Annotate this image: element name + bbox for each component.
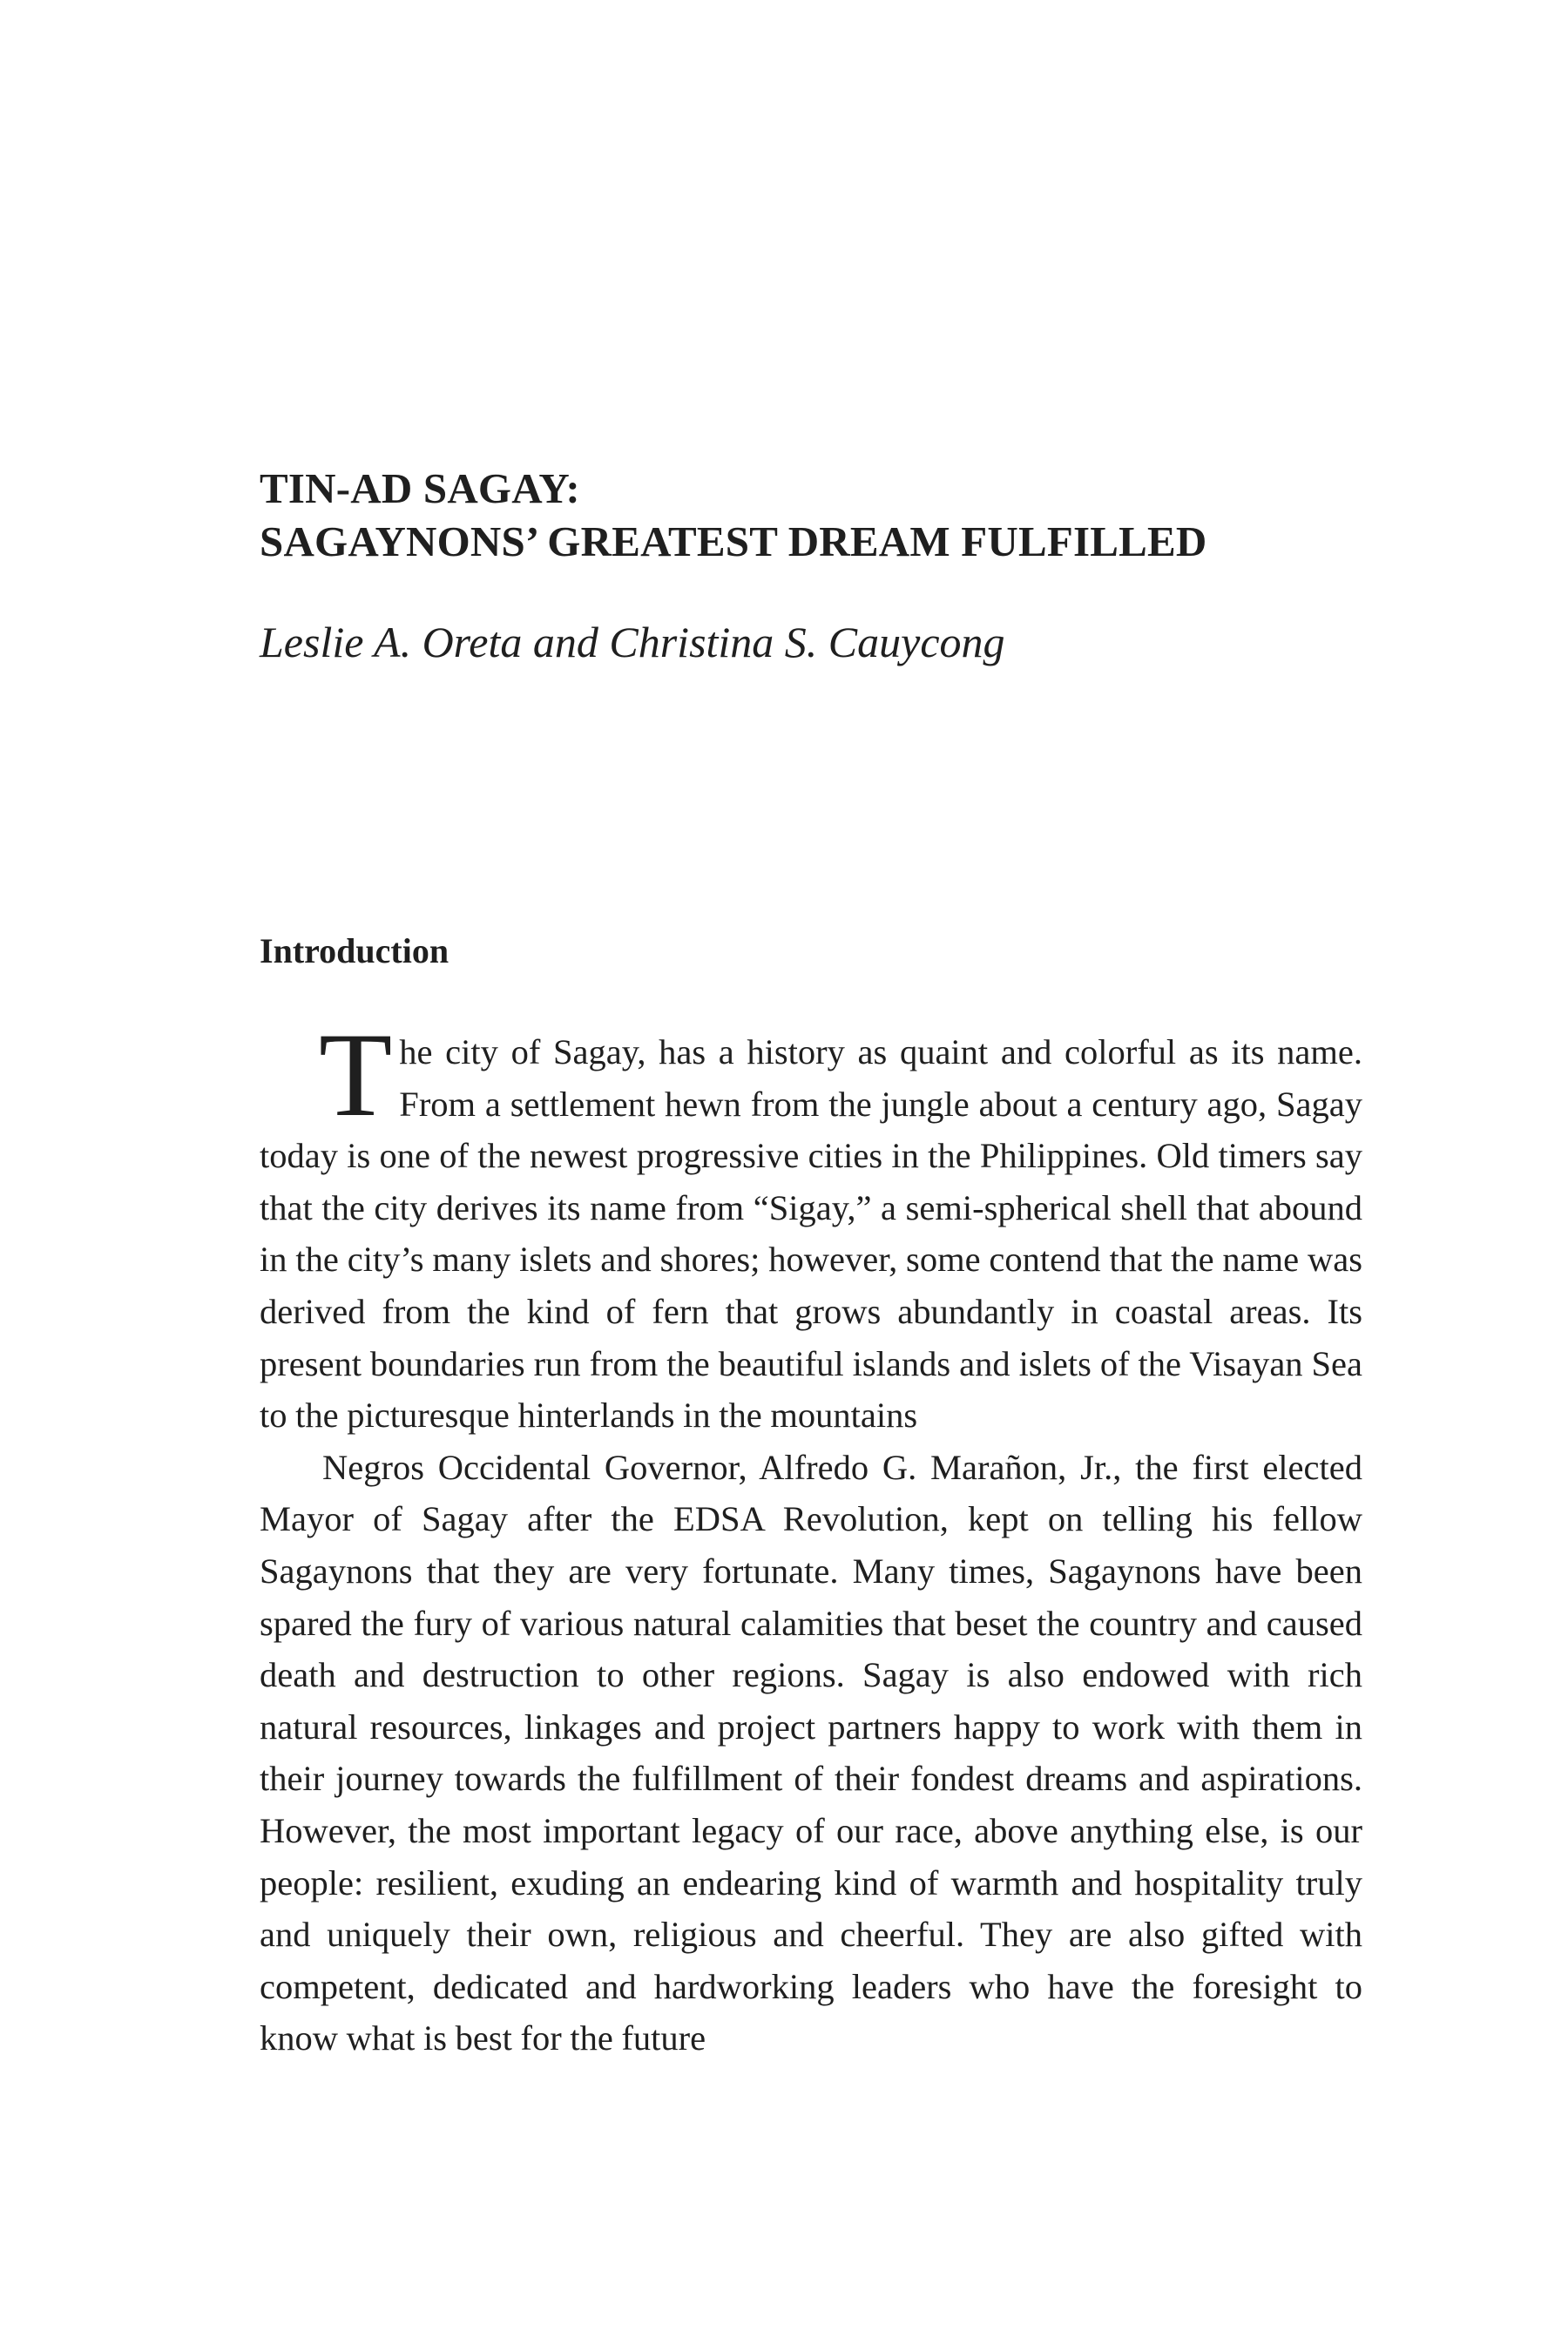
authors: Leslie A. Oreta and Christina S. Cauycong <box>260 618 1005 666</box>
title-line-1: TIN-AD SAGAY: <box>260 464 580 512</box>
drop-cap: T <box>319 1008 393 1141</box>
paragraph-2: Negros Occidental Governor, Alfredo G. Marañon, Jr., the first elected Mayor of Sagay after the EDSA Revolution, kept on telling his fellow Sagaynons that they are very fortunate. Many times, Sagaynons have been spared the fury of various natural calamities that beset the country and caused death and destruction to other regions. Sagay is also endowed with rich natural resources, linkages and project partners happy to work with them in their journey towards the fulfillment of their fondest dreams and aspirations. However, the most important legacy of our race, above anything else, is our people: resilient, exuding an endearing kind of warmth and hospitality truly and uniquely their own, religious and cheerful. They are also gifted with competent, dedicated and hardworking leaders who have the foresight to know what is best for the future <box>260 1447 1362 2058</box>
body-text <box>260 1008 1362 2065</box>
document-title <box>260 462 1375 568</box>
paragraph-1-text: he city of Sagay, has a history as quaint and colorful as its name. From a settlement hewn from the jungle about a century ago, Sagay today is one of the newest progressive cities in the Philippines. Old timers say that the city derives its name from “Sigay,” a semi-spherical shell that abound in the city’s many islets and shores; however, some contend that the name was derived from the kind of fern that grows abundantly in coastal areas. Its present boundaries run from the beautiful islands and islets of the Visayan Sea to the picturesque hinterlands in the mountains <box>260 1032 1362 1436</box>
paragraph-1 <box>260 1008 1362 1442</box>
section-heading-introduction: Introduction <box>260 931 449 970</box>
title-line-2: SAGAYNONS’ GREATEST DREAM FULFILLED <box>260 517 1207 565</box>
